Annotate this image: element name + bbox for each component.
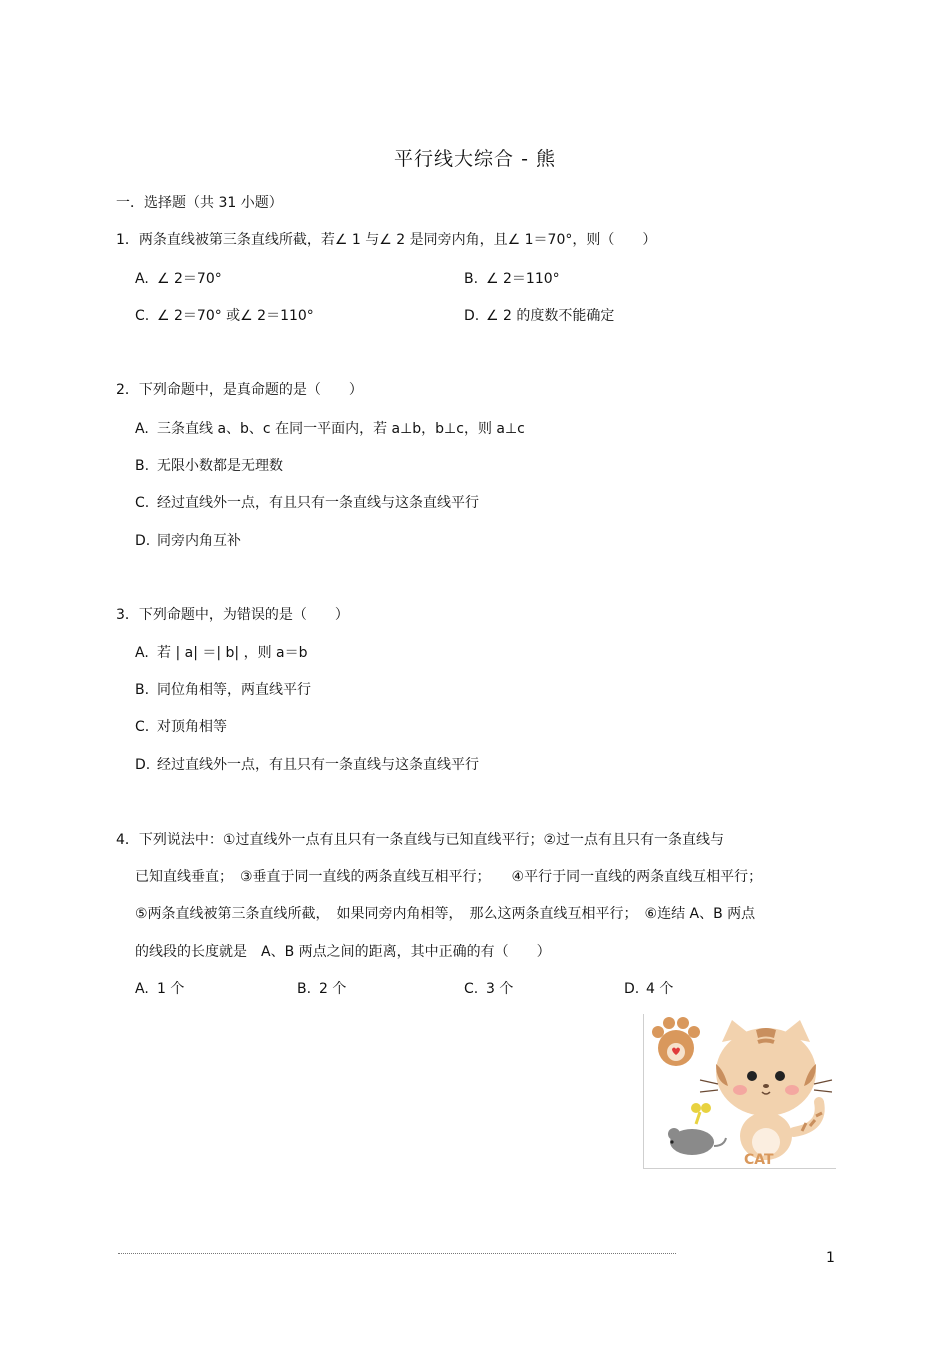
cat-label: CAT [744,1152,774,1168]
cat-head [700,1020,832,1116]
question-2-option-b[interactable]: B. 无限小数都是无理数 [135,458,283,474]
section-heading: 一．选择题（共 31 小题） [116,195,283,211]
question-1-option-b[interactable]: B. ∠ 2＝110° [464,271,560,287]
paw-icon [652,1017,700,1066]
cat-sticker [643,1014,836,1169]
question-4-stem-line-3: ⑤两条直线被第三条直线所截， 如果同旁内角相等， 那么这两条直线互相平行； ⑥连结 A、B 两点 [135,906,756,922]
question-3-option-c[interactable]: C. 对顶角相等 [135,719,227,735]
question-3-option-a[interactable]: A. 若 | a| ＝| b| ，则 a＝b [135,645,308,661]
question-4-option-a[interactable]: A. 1 个 [135,981,185,997]
page-number: 1 [826,1250,835,1266]
question-1-stem: 1．两条直线被第三条直线所截，若∠ 1 与∠ 2 是同旁内角，且∠ 1＝70°，则（ ） [116,232,657,248]
question-3-option-d[interactable]: D. 经过直线外一点，有且只有一条直线与这条直线平行 [135,757,479,773]
question-1-option-c[interactable]: C. ∠ 2＝70° 或∠ 2＝110° [135,308,314,324]
question-4-stem-line-4: 的线段的长度就是 A、B 两点之间的距离，其中正确的有（ ） [135,944,551,960]
question-2-option-c[interactable]: C. 经过直线外一点，有且只有一条直线与这条直线平行 [135,495,479,511]
question-4-option-b[interactable]: B. 2 个 [297,981,347,997]
toy-mouse-icon [668,1103,726,1155]
question-2-option-d[interactable]: D. 同旁内角互补 [135,533,241,549]
cat-illustration [644,1014,836,1168]
question-2-stem: 2．下列命题中，是真命题的是（ ） [116,382,363,398]
question-1-option-a[interactable]: A. ∠ 2＝70° [135,271,222,287]
question-4-option-c[interactable]: C. 3 个 [464,981,514,997]
question-1-option-d[interactable]: D. ∠ 2 的度数不能确定 [464,308,615,324]
eye-icon [747,1071,757,1081]
question-4-stem-line-2: 已知直线垂直； ③垂直于同一直线的两条直线互相平行； ④平行于同一直线的两条直线互相平行； [135,869,763,885]
question-3-option-b[interactable]: B. 同位角相等，两直线平行 [135,682,311,698]
question-4-stem-line-1: 4．下列说法中：①过直线外一点有且只有一条直线与已知直线平行；②过一点有且只有一条直线与 [116,832,725,848]
eye-icon [775,1071,785,1081]
footer-divider [118,1253,676,1254]
question-2-option-a[interactable]: A. 三条直线 a、b、c 在同一平面内，若 a⊥b，b⊥c，则 a⊥c [135,421,525,437]
question-4-option-d[interactable]: D. 4 个 [624,981,674,997]
page-title: 平行线大综合 - 熊 [394,148,556,170]
question-3-stem: 3．下列命题中，为错误的是（ ） [116,607,349,623]
